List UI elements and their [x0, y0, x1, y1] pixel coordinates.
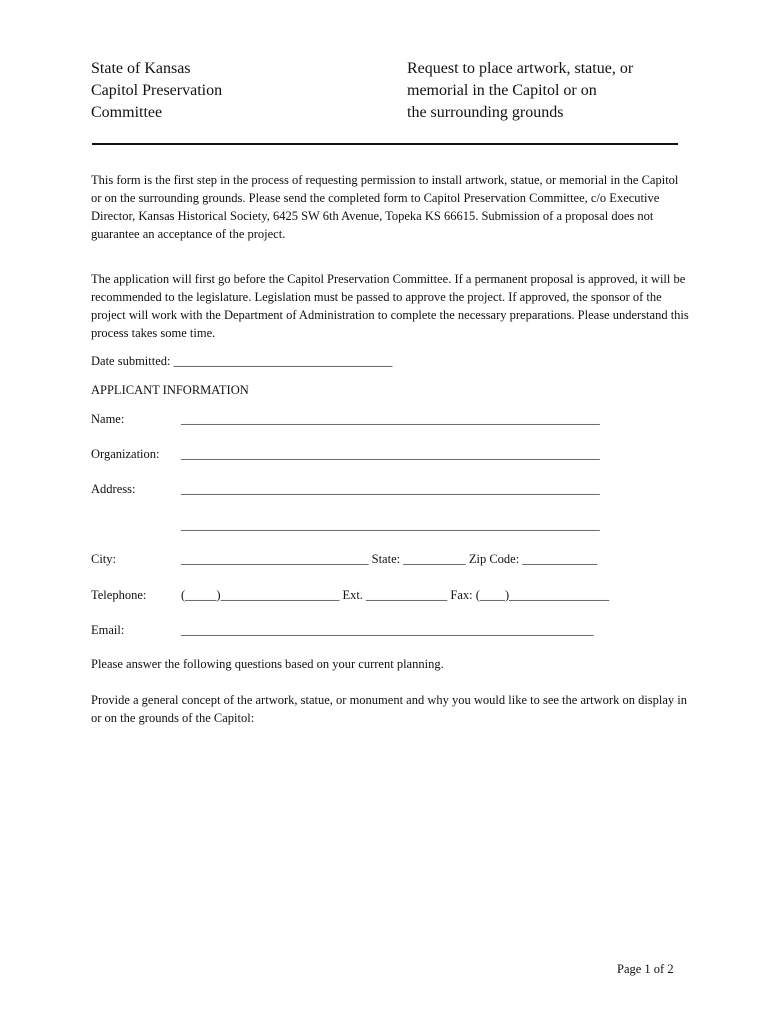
page-number: Page 1 of 2 — [617, 962, 674, 976]
name-label: Name: — [91, 412, 125, 426]
header-agency-line: State of Kansas — [91, 60, 191, 77]
address-field-line-2[interactable]: ___________________________________________________________________ — [181, 518, 600, 532]
city-state-zip-field[interactable]: ______________________________ State: __________ Zip Code: ____________ — [181, 552, 598, 566]
section-title-applicant: APPLICANT INFORMATION — [91, 383, 249, 397]
date-submitted-field[interactable]: Date submitted: ___________________________________ — [91, 354, 393, 368]
header-agency-line: Committee — [91, 104, 163, 121]
address-label: Address: — [91, 482, 136, 496]
header-title-line: Request to place artwork, statue, or — [407, 60, 634, 77]
organization-label: Organization: — [91, 447, 160, 461]
organization-field[interactable]: ___________________________________________________________________ — [181, 447, 600, 461]
header-divider — [92, 143, 678, 145]
header-agency — [91, 58, 371, 124]
header-agency-line: Capitol Preservation — [91, 82, 223, 99]
intro-paragraph-2: The application will first go before the Capitol Preservation Committee. If a permanent proposal is approved, it will be recommended to the legislature. Legislation must be passed to approve the project. If approved, the sponsor of the project will work with the Department of Administration to complete the necessary preparations. Please understand this process takes some time. — [91, 272, 689, 340]
email-field[interactable]: __________________________________________________________________ — [181, 623, 594, 637]
address-field-line-1[interactable]: ___________________________________________________________________ — [181, 482, 600, 496]
telephone-label: Telephone: — [91, 588, 147, 602]
telephone-ext-fax-field[interactable]: (_____)___________________ Ext. _____________ Fax: (____)________________ — [181, 588, 610, 602]
header-title-line: the surrounding grounds — [407, 104, 564, 121]
city-label: City: — [91, 552, 117, 566]
name-field[interactable]: ___________________________________________________________________ — [181, 412, 600, 426]
questions-instruction: Please answer the following questions based on your current planning. — [91, 657, 444, 671]
question-1: Provide a general concept of the artwork, statue, or monument and why you would like to see the artwork on display in or on the grounds of the Capitol: — [91, 693, 688, 725]
intro-paragraph-1: This form is the first step in the process of requesting permission to install artwork, statue, or memorial in the Capitol or on the surrounding grounds. Please send the completed form to Capitol Preservation Committee, c/o Executive Director, Kansas Historical Society, 6425 SW 6th Avenue, Topeka KS 66615. Submission of a proposal does not guarantee an acceptance of the project. — [91, 173, 679, 241]
header-title-line: memorial in the Capitol or on — [407, 82, 597, 99]
email-label: Email: — [91, 623, 125, 637]
header-form-title — [407, 58, 707, 124]
